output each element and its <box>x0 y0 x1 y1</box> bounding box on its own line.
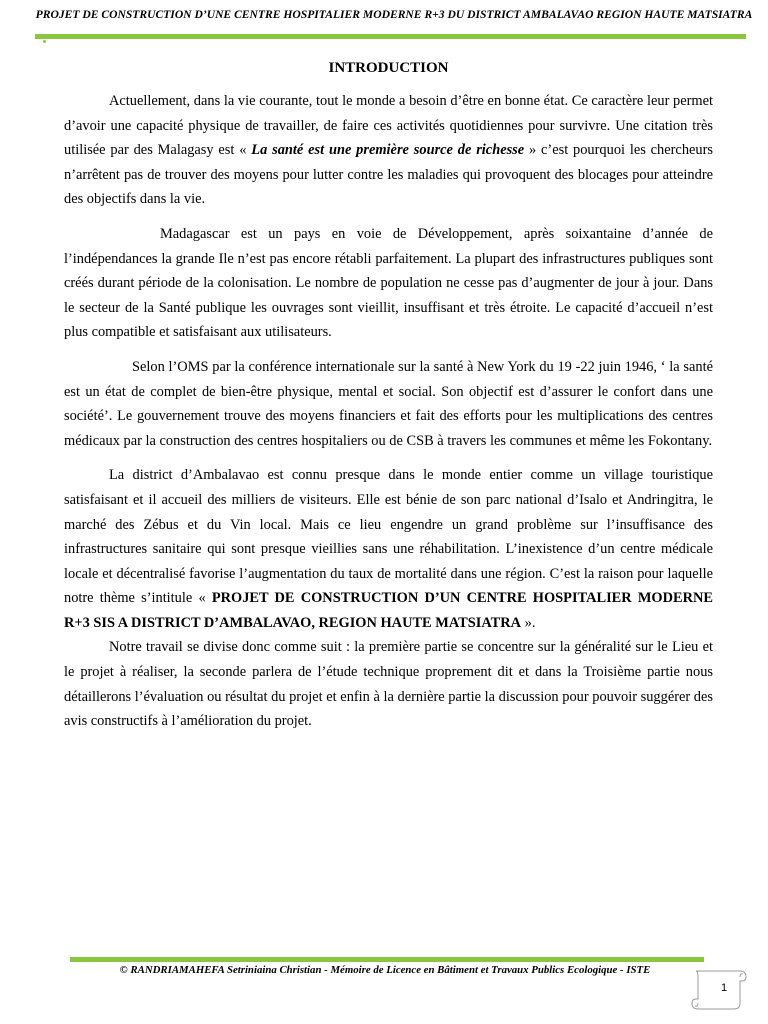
running-header: PROJET DE CONSTRUCTION D’UNE CENTRE HOSPITALIER MODERNE R+3 DU DISTRICT AMBALAVAO REGION HAUTE MATSIATRA <box>35 8 753 21</box>
paragraph-4-text-b: ». <box>521 614 536 631</box>
paragraph-3: Selon l’OMS par la conférence internationale sur la santé à New York du 19 -22 juin 1946, ‘ la santé est un état de complet de bien-être physique, mental et social. Son objectif est d’assurer le confort dans une société’. Le gouvernement trouve des moyens financiers et fait des efforts pour les multiplications des centres médicaux par la construction des centres hospitaliers ou de CSB à travers les communes et même les Fokontany. <box>64 358 713 449</box>
paragraph-4-text-a: La district d’Ambalavao est connu presque dans le monde entier comme un village touristique satisfaisant et il accueil des milliers de visiteurs. Elle est bénie de son parc national d’Isalo et Andringitra, le marché des Zébus et du Vin local. Mais ce lieu engendre un grand problème sur l’insuffisance des infrastructures sanitaire qui sont presque vieillies sans une réhabilitation. L’inexistence d’un centre médicale locale et décentralisé favorise l’augmentation du taux de mortalité dans une région. C’est la raison pour laquelle notre thème s’intitule « <box>64 467 713 607</box>
header-rule-dot <box>43 40 46 43</box>
section-heading: INTRODUCTION <box>328 60 449 76</box>
paragraph-5: Notre travail se divise donc comme suit : la première partie se concentre sur la généralité sur le Lieu et le projet à réaliser, la seconde parlera de l’étude technique proprement dit et dans la Troisième partie nous détaillerons l’évaluation ou résultat du projet et enfin à la dernière partie la discussion pour pouvoir suggérer des avis constructifs à l’amélioration du projet. <box>64 639 713 730</box>
page-body <box>64 55 713 734</box>
project-title-emphasis: PROJET DE CONSTRUCTION D’UN CENTRE HOSPITALIER MODERNE R+3 SIS A DISTRICT D’AMBALAVAO, REGION HAUTE MATSIATRA <box>64 590 713 631</box>
paragraph-1-text-b: » c’est pourquoi les chercheurs n’arrêtent pas de trouver des moyens pour lutter contre les maladies qui provoquent des blocages pour atteindre des objectifs dans la vie. <box>64 142 713 208</box>
paragraph-2: Madagascar est un pays en voie de Développement, après soixantaine d’année de l’indépendances la grande Ile n’est pas encore rétabli parfaitement. La plupart des infrastructures publiques sont créés durant période de la colonisation. Le nombre de population ne cesse pas d’augmenter de jour à jour. Dans le secteur de la Santé publique les ouvrages sont vieillit, insuffisant et très étroite. Le capacité d’accueil n’est plus compatible et satisfaisant aux utilisateurs. <box>64 225 713 341</box>
paragraph-1 <box>64 89 713 212</box>
header-rule <box>35 34 746 39</box>
page-number: 1 <box>720 982 728 994</box>
quote-emphasis: La santé est une première source de richesse <box>251 142 525 159</box>
paragraph-1-text-a: Actuellement, dans la vie courante, tout le monde a besoin d’être en bonne état. Ce caractère leur permet d’avoir une capacité physique de travailler, de faire ces activités quotidiennes pour survivre. Une citation très utilisée par des Malagasy est « <box>64 93 713 159</box>
paragraph-4 <box>64 463 713 635</box>
running-footer: © RANDRIAMAHEFA Setriniaina Christian - Mémoire de Licence en Bâtiment et Travaux Publics Ecologique - ISTE <box>119 964 651 976</box>
